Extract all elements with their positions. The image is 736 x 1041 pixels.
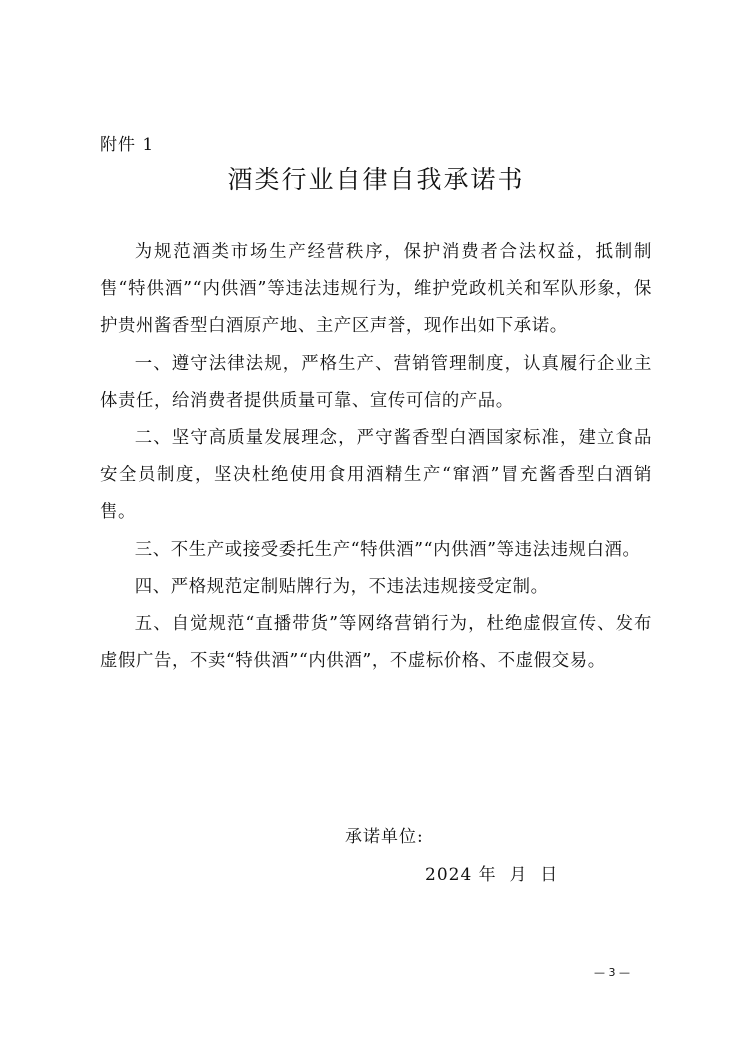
paragraph-intro: 为规范酒类市场生产经营秩序，保护消费者合法权益，抵制制售“特供酒”“内供酒”等违法违规行为，维护党政机关和军队形象，保护贵州酱香型白酒原产地、主产区声誉，现作出如下承诺。 bbox=[100, 242, 652, 337]
paragraph-item-1: 一、遵守法律法规，严格生产、营销管理制度，认真履行企业主体责任，给消费者提供质量可靠、宣传可信的产品。 bbox=[100, 353, 652, 411]
document-title: 酒类行业自律自我承诺书 bbox=[227, 165, 525, 194]
signature-label: 承诺单位: bbox=[345, 827, 424, 847]
paragraph-item-3: 三、不生产或接受委托生产“特供酒”“内供酒”等违法违规白酒。 bbox=[134, 539, 641, 560]
page-number: — 3 — bbox=[594, 966, 630, 979]
document-body bbox=[100, 234, 652, 680]
date-line: 2024 年 月 日 bbox=[425, 865, 559, 885]
annex-label: 附件 1 bbox=[100, 135, 155, 155]
paragraph-item-5: 五、自觉规范“直播带货”等网络营销行为，杜绝虚假宣传、发布虚假广告，不卖“特供酒”“内供酒”，不虚标价格、不虚假交易。 bbox=[100, 614, 652, 672]
paragraph-item-2: 二、坚守高质量发展理念，严守酱香型白酒国家标准，建立食品安全员制度，坚决杜绝使用食用酒精生产“窜酒”冒充酱香型白酒销售。 bbox=[100, 428, 652, 523]
paragraph-item-4: 四、严格规范定制贴牌行为，不违法违规接受定制。 bbox=[134, 576, 549, 597]
